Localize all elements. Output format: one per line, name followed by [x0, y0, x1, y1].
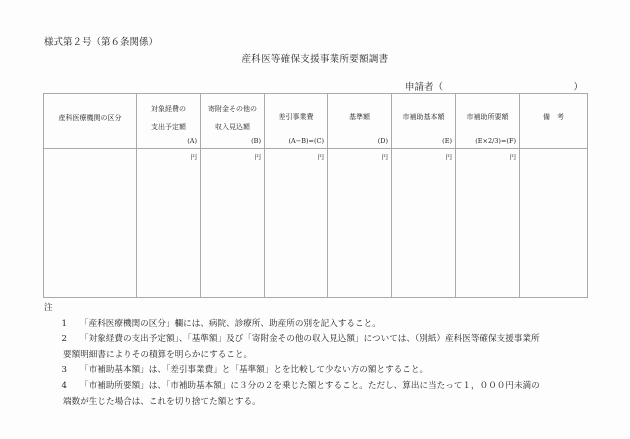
header-expected-income: 寄附金その他の 収入見込額 (B)	[201, 94, 265, 149]
cell-required-subsidy[interactable]: 円	[456, 149, 520, 298]
cell-remarks[interactable]	[520, 149, 588, 298]
applicant-field	[405, 79, 583, 93]
cell-base-subsidy[interactable]: 円	[392, 149, 456, 298]
note-continuation: 要額明細書によりその積算を明らかにすること。	[63, 349, 253, 360]
cell-category[interactable]	[44, 149, 137, 298]
header-base-subsidy: 市補助基本額 (E)	[392, 94, 456, 149]
note-continuation: 端数が生じた場合は、これを切り捨てた額とする。	[63, 396, 261, 407]
note-item: 1 「産科医療機関の区分」欄には、病院、診療所、助産所の別を記入すること。	[61, 318, 381, 329]
header-planned-expense: 対象経費の 支出予定額 (A)	[137, 94, 201, 149]
notes-section	[44, 301, 624, 410]
header-remarks: 備 考	[520, 94, 588, 149]
header-net-cost: 差引事業費 (A−B)=(C)	[265, 94, 328, 149]
applicant-close-paren: ）	[573, 82, 583, 93]
budget-table	[43, 93, 588, 298]
cell-standard-amount[interactable]: 円	[328, 149, 392, 298]
cell-expected-income[interactable]: 円	[201, 149, 265, 298]
applicant-value[interactable]	[443, 79, 573, 93]
note-item: 4 「市補助所要額」は、「市補助基本額」に３分の２を乗じた額とすること。ただし、算出に当たって１，０００円未満の	[61, 380, 540, 391]
header-required-subsidy: 市補助所要額 (E×2/3)=(F)	[456, 94, 520, 149]
table-header-row	[44, 94, 588, 149]
header-standard-amount: 基準額 (D)	[328, 94, 392, 149]
note-item: 2 「対象経費の支出予定額」、「基準額」及び「寄附金その他の収入見込額」については、（別紙）産科医等確保支援事業所	[61, 334, 540, 345]
table-row	[44, 149, 588, 298]
notes-heading: 注	[44, 303, 53, 313]
document-title: 産科医等確保支援事業所要額調書	[241, 54, 389, 65]
header-category: 産科医療機関の区分	[44, 94, 137, 149]
note-item: 3 「市補助基本額」は、「差引事業費」と「基準額」とを比較して少ない方の額とすること。	[61, 365, 429, 376]
form-number: 様式第２号（第６条関係）	[44, 37, 159, 48]
cell-net-cost[interactable]: 円	[265, 149, 328, 298]
applicant-label: 申請者（	[405, 82, 444, 93]
cell-planned-expense[interactable]: 円	[137, 149, 201, 298]
